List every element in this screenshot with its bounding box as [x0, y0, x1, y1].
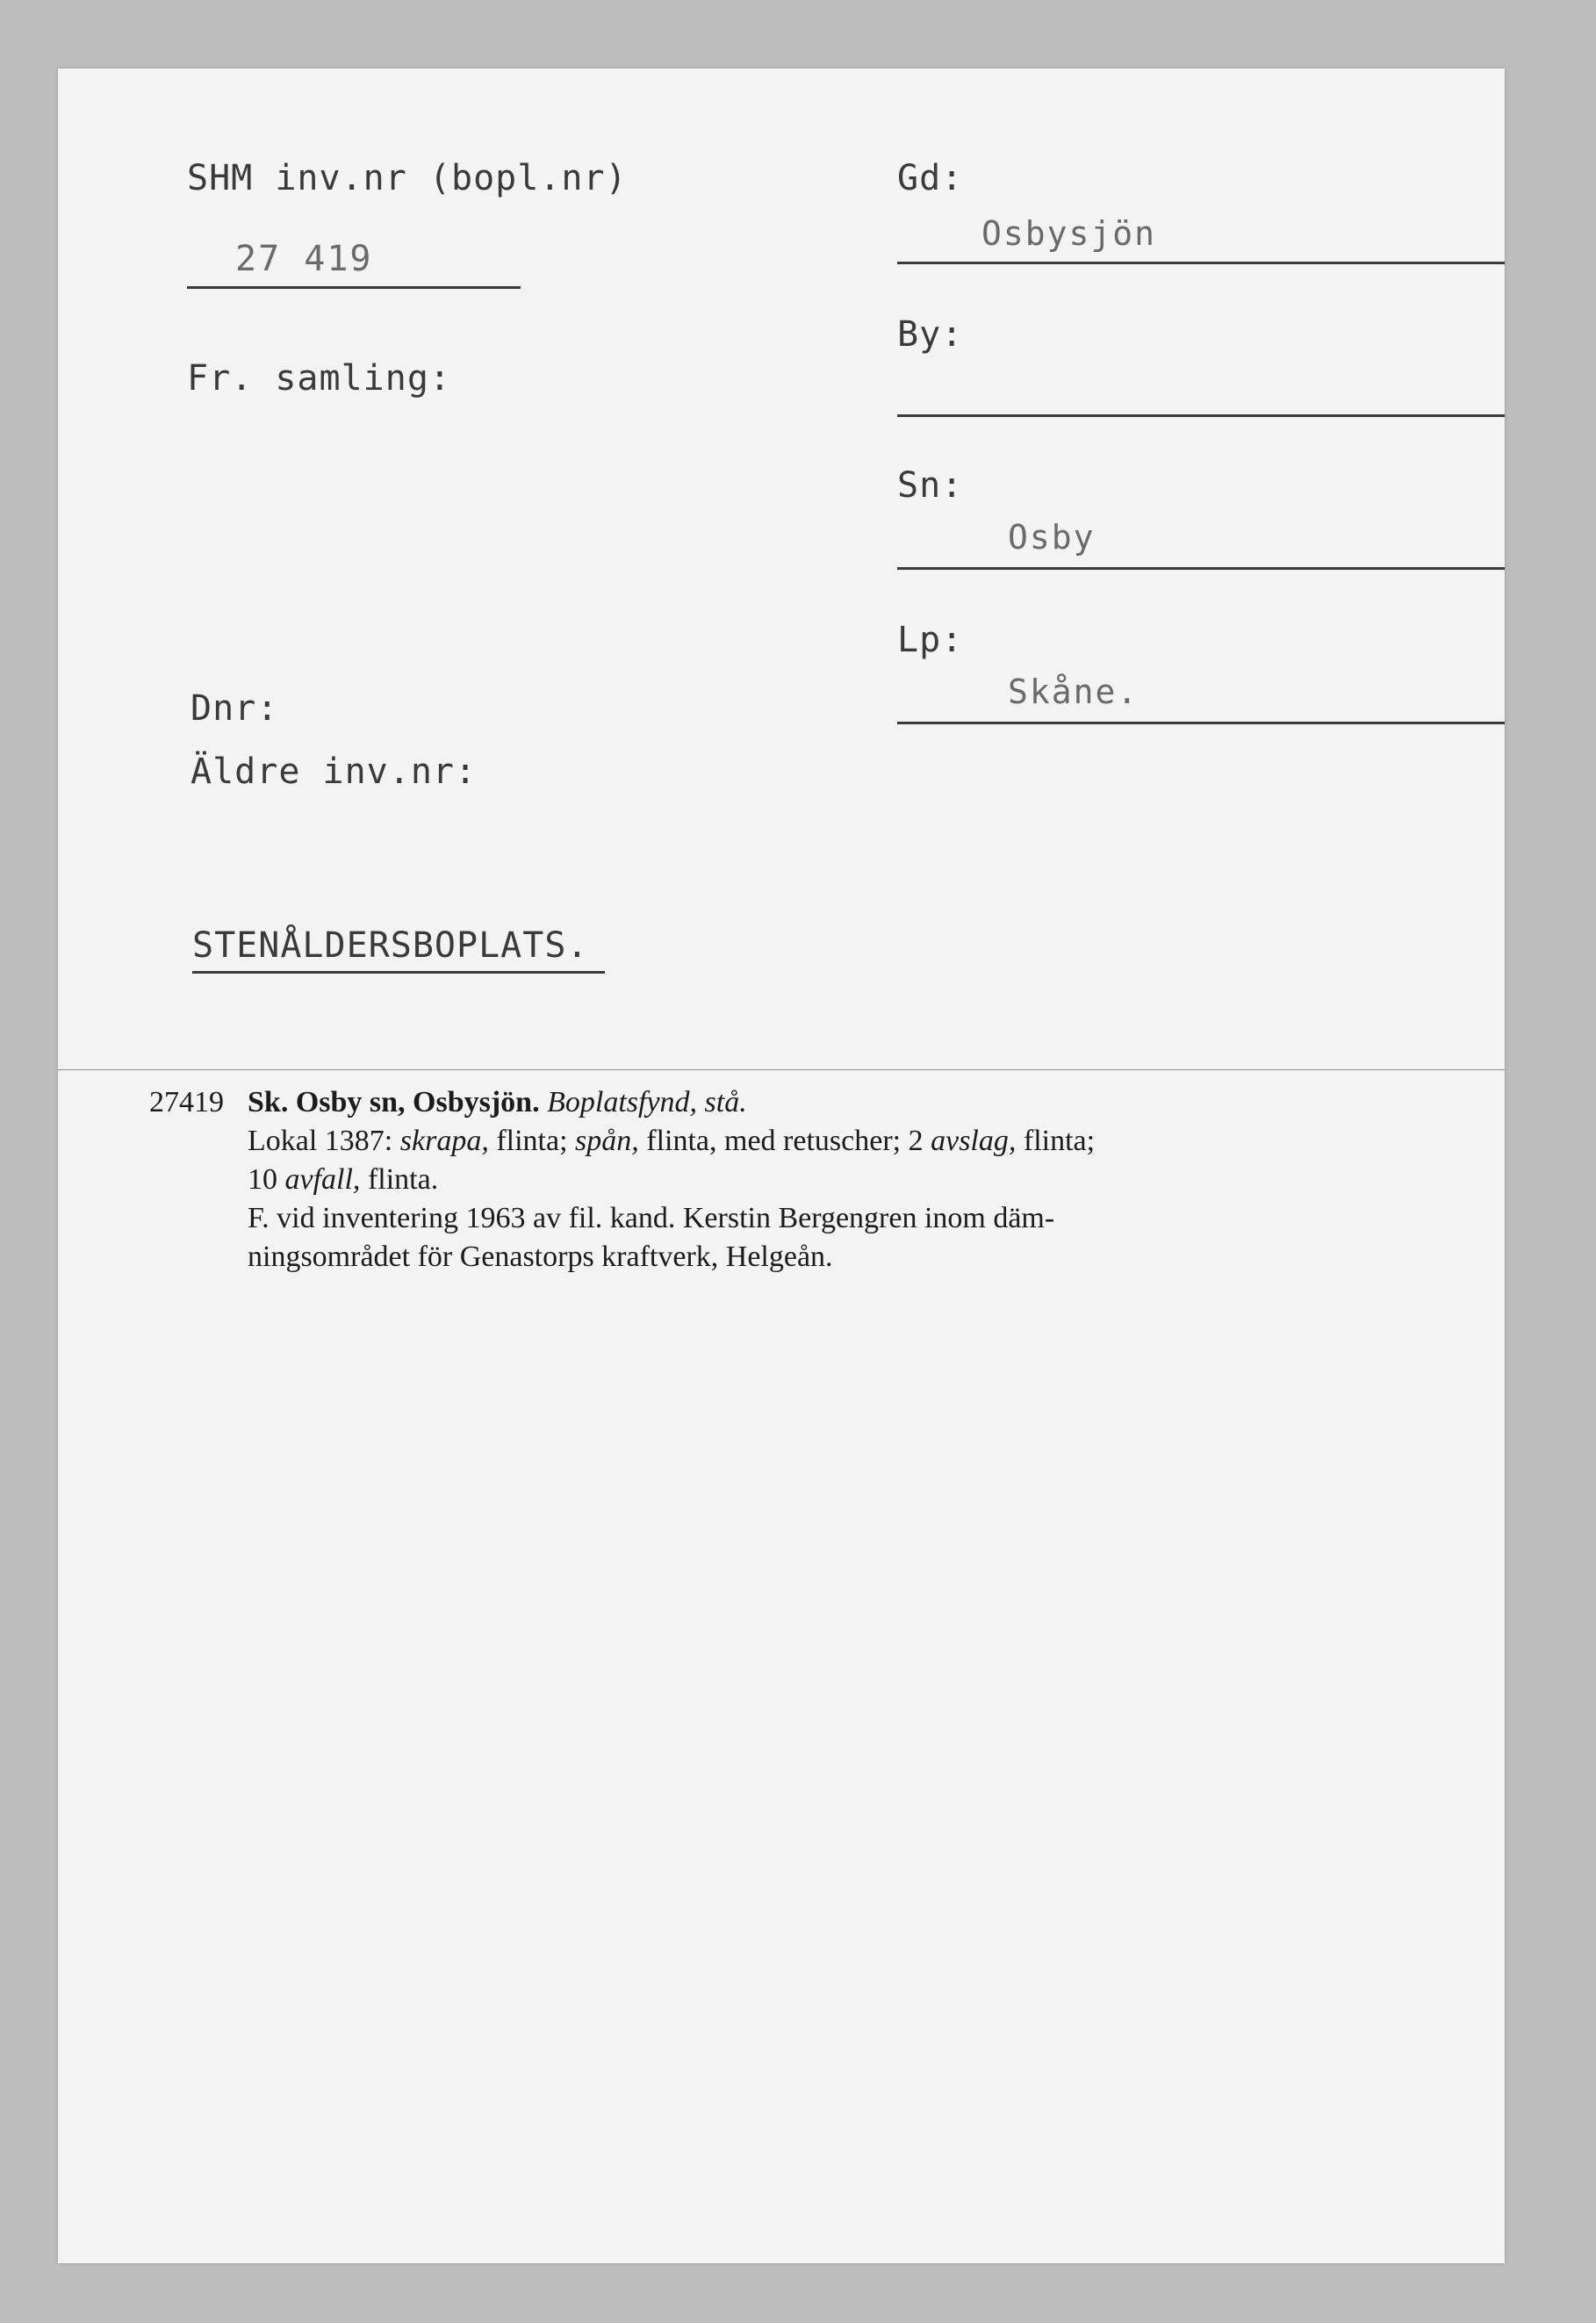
clipping-line-4: ningsområdet för Genastorps kraftverk, Helgeån. [248, 1241, 833, 1273]
clipping-line-1 [248, 1122, 1095, 1161]
sn-label: Sn: [897, 465, 964, 506]
clipping-line-1-a: Lokal 1387: [248, 1125, 400, 1157]
gd-rule [897, 262, 1505, 264]
clipping-line-2-b: avfall, [284, 1163, 361, 1196]
clipping-line-2-a: 10 [248, 1163, 285, 1196]
clipping-number: 27419 [149, 1086, 224, 1118]
clipping-title-bold: Sk. Osby sn, Osbysjön. [248, 1086, 540, 1118]
dnr-label: Dnr: [191, 688, 279, 729]
inv-label: SHM inv.nr (bopl.nr) [187, 158, 628, 198]
gd-label: Gd: [897, 158, 964, 198]
sn-value: Osby [1008, 518, 1096, 557]
clipping-line-2-c: flinta. [360, 1163, 439, 1196]
by-label: By: [897, 314, 964, 355]
category-underline [192, 971, 605, 974]
clipping-line-1-g: flinta; [1016, 1125, 1096, 1157]
clipping-line-1-f: avslag, [931, 1125, 1017, 1157]
lp-rule [897, 722, 1505, 724]
fr-samling-label: Fr. samling: [187, 358, 451, 399]
by-rule [897, 414, 1505, 417]
lp-value: Skåne. [1008, 672, 1139, 711]
clipping-title-italic: Boplatsfynd, stå. [547, 1086, 747, 1118]
aldre-inv-label: Äldre inv.nr: [191, 752, 478, 792]
clipping-line-1-c: flinta; [488, 1125, 576, 1157]
lp-label: Lp: [897, 620, 964, 660]
clipping-line-2 [248, 1161, 438, 1199]
inv-number: 27 419 [235, 239, 373, 279]
clipping-line-3: F. vid inventering 1963 av fil. kand. Kerstin Bergengren inom däm- [248, 1202, 1055, 1234]
sn-rule [897, 567, 1505, 570]
clipping-title [248, 1083, 747, 1122]
clipping-edge [58, 1069, 1505, 1070]
gd-value: Osbysjön [981, 214, 1157, 253]
category-heading: STENÅLDERSBOPLATS. [192, 925, 589, 966]
inv-number-rule [187, 286, 521, 289]
clipping-line-1-d: spån, [575, 1125, 639, 1157]
clipping-line-1-b: skrapa, [399, 1125, 489, 1157]
clipping-line-1-e: flinta, med retuscher; 2 [638, 1125, 931, 1157]
